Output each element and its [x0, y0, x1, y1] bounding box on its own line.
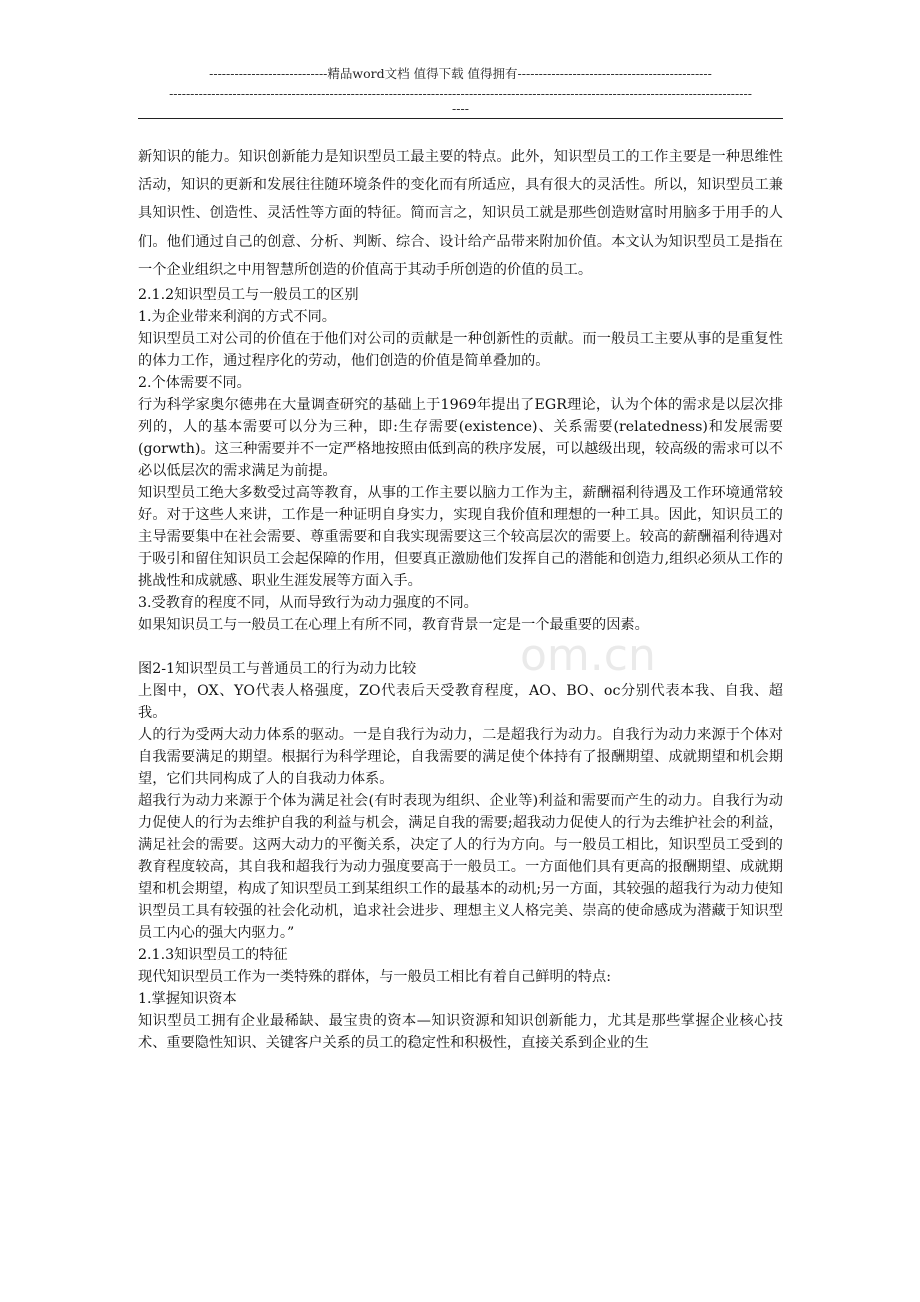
- section-heading-2-1-3: 2.1.3知识型员工的特征: [138, 947, 288, 964]
- paragraph: 知识型员工绝大多数受过高等教育，从事的工作主要以脑力工作为主，薪酬福利待遇及工作环境通常较好。对于这些人来讲，工作是一种证明自身实力，实现自我价值和理想的一种工具。因此，知识员工的主导需要集中在社会需要、尊重需要和自我实现需要这三个较高层次的需要上。较高的薪酬福利待遇对于吸引和留住知识员工会起保障的作用，但要真正激励他们发挥自己的潜能和创造力,组织必须从工作的挑战性和成就感、职业生涯发展等方面入手。: [138, 485, 783, 590]
- section-heading-2-1-2: 2.1.2知识型员工与一般员工的区别: [138, 287, 359, 304]
- header-line-2: ------------------------------------------------------------------------------------------------------------------------------------------: [169, 86, 752, 101]
- paragraph: 上图中，OX、YO代表人格强度，ZO代表后天受教育程度，AO、BO、oc分别代表本我、自我、超我。: [138, 683, 783, 722]
- list-item-2: 2.个体需要不同。: [138, 375, 251, 392]
- figure-placeholder: [138, 636, 783, 658]
- document-body: [138, 143, 783, 1054]
- paragraph: 知识型员工对公司的价值在于他们对公司的贡献是一种创新性的贡献。而一般员工主要从事的是重复性的体力工作，通过程序化的劳动，他们创造的价值是简单叠加的。: [138, 331, 783, 370]
- paragraph: 行为科学家奥尔德弗在大量调查研究的基础上于1969年提出了EGR理论，认为个体的需求是以层次排列的，人的基本需要可以分为三种，即:生存需要(existence)、关系需要(relatedness)和发展需要(gorwth)。这三种需要并不一定严格地按照由低到高的秩序发展，可以越级出现，较高级的需求可以不必以低层次的需求满足为前提。: [138, 397, 783, 480]
- paragraph: 超我行为动力来源于个体为满足社会(有时表现为组织、企业等)利益和需要而产生的动力。自我行为动力促使人的行为去维护自我的利益与机会，满足自我的需要;超我动力促使人的行为去维护社会的利益，满足社会的需要。这两大动力的平衡关系，决定了人的行为方向。与一般员工相比，知识型员工受到的教育程度较高，其自我和超我行为动力强度要高于一般员工。一方面他们具有更高的报酬期望、成就期望和机会期望，构成了知识型员工到某组织工作的最基本的动机;另一方面，其较强的超我行为动力使知识型员工具有较强的社会化动机，追求社会进步、理想主义人格完美、崇高的使命感成为潜藏于知识型员工内心的强大内驱力。”: [138, 793, 783, 942]
- paragraph-intro: 新知识的能力。知识创新能力是知识型员工最主要的特点。此外，知识型员工的工作主要是一种思维性活动，知识的更新和发展往往随环境条件的变化而有所适应，具有很大的灵活性。所以，知识型员工兼具知识性、创造性、灵活性等方面的特征。简而言之，知识员工就是那些创造财富时用脑多于用手的人们。他们通过自己的创意、分析、判断、综合、设计给产品带来附加价值。本文认为知识型员工是指在一个企业组织之中用智慧所创造的价值高于其动手所创造的价值的员工。: [138, 149, 783, 278]
- paragraph: 人的行为受两大动力体系的驱动。一是自我行为动力，二是超我行为动力。自我行为动力来源于个体对自我需要满足的期望。根据行为科学理论，自我需要的满足使个体持有了报酬期望、成就期望和机会期望，它们共同构成了人的自我动力体系。: [138, 727, 783, 788]
- watermark: om.cn: [520, 630, 656, 681]
- header-line-1: ----------------------------精品word文档 值得下载 值得拥有----------------------------------------------: [209, 66, 712, 81]
- list-item-3: 3.受教育的程度不同，从而导致行为动力强度的不同。: [138, 595, 478, 612]
- list-item-1: 1.掌握知识资本: [138, 991, 237, 1008]
- paragraph: 知识型员工拥有企业最稀缺、最宝贵的资本—知识资源和知识创新能力，尤其是那些掌握企业核心技术、重要隐性知识、关键客户关系的员工的稳定性和积极性，直接关系到企业的生: [138, 1013, 783, 1052]
- list-item-1: 1.为企业带来利润的方式不同。: [138, 309, 336, 326]
- figure-caption: 图2-1知识型员工与普通员工的行为动力比较: [138, 661, 417, 678]
- header-line-3: ----: [452, 101, 469, 116]
- header-rule: [138, 118, 783, 119]
- paragraph: 如果知识员工与一般员工在心理上有所不同，教育背景一定是一个最重要的因素。: [138, 617, 649, 634]
- paragraph: 现代知识型员工作为一类特殊的群体，与一般员工相比有着自己鲜明的特点:: [138, 969, 611, 986]
